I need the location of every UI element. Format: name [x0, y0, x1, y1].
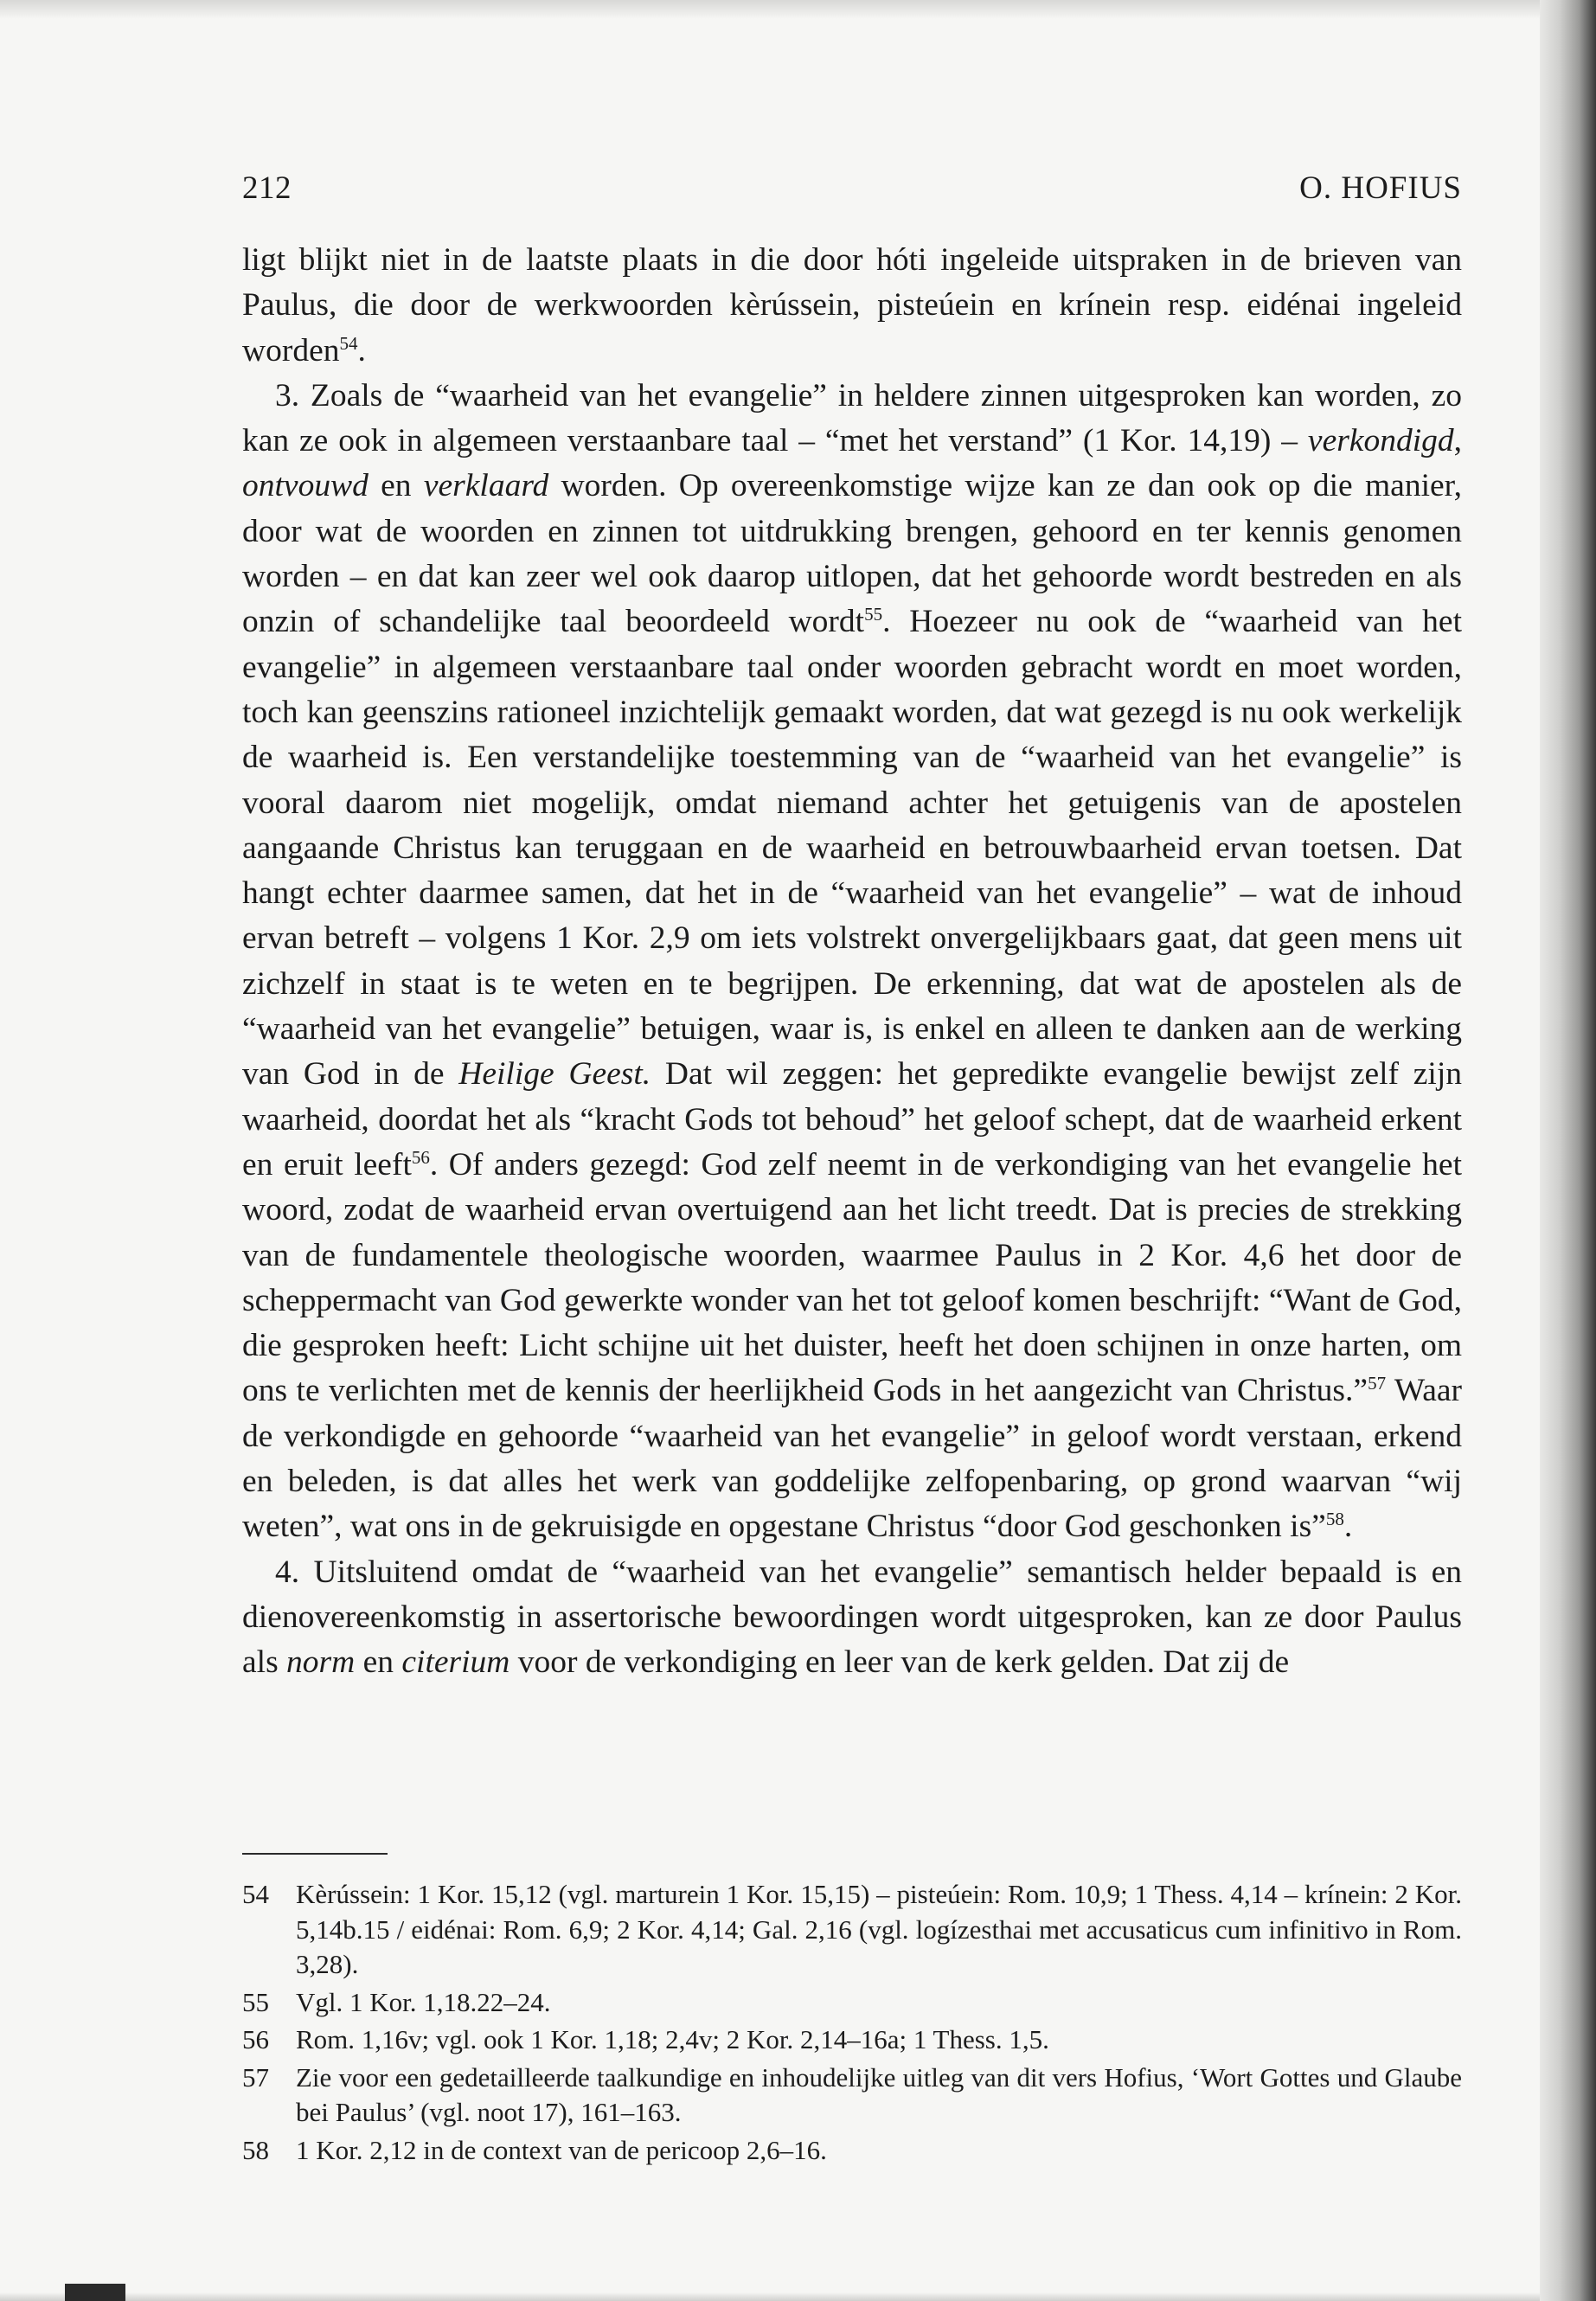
paragraph-2-text-7: . Of anders gezegd: God zelf neemt in de verkondiging van het evangelie het woord, zodat de waarheid ervan overtuigend aan het licht treedt. Dat is precies de strekking van de fundamentele theologische woorden, waarmee Paulus in 2 Kor. 4,6 het door de scheppermacht van God gewerkte wonder van het tot geloof komen beschrijft: “Want de God, die gesproken heeft: Licht schijne uit het duister, heeft het doen schijnen in onze harten, om ons te verlichten met de kennis der heerlijkheid Gods in het aangezicht van Christus.” — [242, 1146, 1462, 1409]
paragraph-3-text-3: voor de verkondiging en leer van de kerk gelden. Dat zij de — [510, 1644, 1290, 1681]
footnote-ref-58: 58 — [1325, 1509, 1344, 1530]
footnote-text: 1 Kor. 2,12 in de context van de pericoop 2,6–16. — [296, 2134, 827, 2165]
footnote-54 — [242, 1877, 1462, 1983]
page-number: 212 — [242, 170, 292, 206]
paragraph-2-text-8: Waar de verkondigde en gehoorde “waarheid van het evangelie” in geloof wordt verstaan, erkend en beleden, is dat alles het werk van goddelijke zelfopenbaring, op grond waarvan “wij weten”, wat ons in de gekruisigde en opgestane Christus “door God geschonken is” — [242, 1373, 1462, 1545]
paragraph-2-text-3: en — [368, 468, 424, 504]
paragraph-2-text-4: worden. Op overeenkomstige wijze kan ze dan ook op die manier, door wat de woorden en zinnen tot uitdrukking brengen, gehoord en ter kennis genomen worden – en dat kan zeer wel ook daarop uitlopen, dat het gehoorde wordt bestreden en als onzin of schandelijke taal beoordeeld wordt — [242, 468, 1462, 640]
footnote-ref-57: 57 — [1368, 1373, 1387, 1394]
footnote-number: 56 — [242, 2024, 269, 2054]
paragraph-1-text: ligt blijkt niet in de laatste plaats in die door hóti ingeleide uitspraken in de brieven van Paulus, die door de werkwoorden kèrússein, pisteúein en krínein resp. eidénai ingeleid worden — [242, 242, 1462, 369]
paragraph-2-text-5: . Hoezeer nu ook de “waarheid van het evangelie” in algemeen verstaanbare taal onder woorden gebracht wordt en moet worden, toch kan geenszins rationeel inzichtelijk gemaakt worden, dat wat gezegd is nu ook werkelijk de waarheid is. Een verstandelijke toestemming van de “waarheid van het evangelie” is vooral daarom niet mogelijk, omdat niemand achter het getuigenis van de apostelen aangaande Christus kan teruggaan en de waarheid en betrouwbaarheid ervan toetsen. Dat hangt echter daarmee samen, dat het in de “waarheid van het evangelie” – wat de inhoud ervan betreft – volgens 1 Kor. 2,9 om iets volstrekt onvergelijkbaars gaat, dat geen mens uit zichzelf in staat is te weten en te begrijpen. De erkenning, dat wat de apostelen als de “waarheid van het evangelie” betuigen, waar is, is enkel en alleen te danken aan de werking van God in de — [242, 604, 1462, 1093]
paragraph-2-text-9: . — [1343, 1509, 1353, 1545]
paragraph-1 — [242, 238, 1462, 374]
page-top-shadow — [0, 0, 1540, 19]
footnote-text: Kèrússein: 1 Kor. 15,12 (vgl. marturein 1 Kor. 15,15) – pisteúein: Rom. 10,9; 1 Thess. 4,14 – krínein: 2 Kor. 5,14b.15 / eidénai: Rom. 6,9; 2 Kor. 4,14; Gal. 2,16 (vgl. logízesthai met accusaticus cum infinitivo in Rom. 3,28). — [296, 1879, 1462, 1979]
emphasis-ontvouwd: ontvouwd — [242, 468, 369, 504]
paragraph-2-text-1: 3. Zoals de “waarheid van het evangelie” in heldere zinnen uitgesproken kan worden, zo kan ze ook in algemeen verstaanbare taal – “met het verstand” (1 Kor. 14,19) – — [242, 377, 1462, 459]
paragraph-2-text-6: Dat wil zeggen: het gepredikte evangelie bewijst zelf zijn waarheid, doordat het als “kracht Gods tot behoud” het geloof schept, dat de waarheid erkent en eruit leeft — [242, 1056, 1462, 1183]
footnote-text: Rom. 1,16v; vgl. ook 1 Kor. 1,18; 2,4v; 2 Kor. 2,14–16a; 1 Thess. 1,5. — [296, 2024, 1049, 2054]
footnote-55 — [242, 1985, 1462, 2021]
paragraph-2-text-2: , — [1453, 423, 1462, 459]
footnote-number: 57 — [242, 2061, 269, 2093]
emphasis-norm: norm — [286, 1644, 356, 1681]
emphasis-heilige-geest: Heilige Geest. — [458, 1056, 651, 1093]
footnote-58 — [242, 2133, 1462, 2169]
scan-edge-mark — [65, 2284, 125, 2301]
footnote-separator — [242, 1853, 388, 1855]
footnote-number: 58 — [242, 2134, 269, 2165]
main-text — [242, 238, 1462, 1686]
footnote-text: Zie voor een gedetailleerde taalkundige en inhoudelijke uitleg van dit vers Hofius, ‘Wort Gottes und Glaube bei Paulus’ (vgl. noot 17), 161–163. — [296, 2061, 1462, 2127]
footnote-56 — [242, 2022, 1462, 2058]
footnote-text: Vgl. 1 Kor. 1,18.22–24. — [296, 1986, 551, 2017]
running-header — [242, 170, 1462, 207]
paragraph-1-end: . — [357, 332, 366, 369]
footnote-number: 55 — [242, 1986, 269, 2017]
paragraph-3-text-2: en — [355, 1644, 402, 1681]
footnote-57 — [242, 2061, 1462, 2131]
paragraph-3 — [242, 1550, 1462, 1686]
book-spine-shadow — [1540, 0, 1596, 2301]
footnotes — [242, 1877, 1462, 2170]
paragraph-3-text-1: 4. Uitsluitend omdat de “waarheid van het evangelie” semantisch helder bepaald is en dienovereenkomstig in assertorische bewoordingen wordt uitgesproken, kan ze door Paulus als — [242, 1554, 1462, 1681]
page-bottom-edge — [0, 2292, 1540, 2301]
emphasis-verkondigd: verkondigd — [1307, 423, 1454, 459]
paragraph-2 — [242, 374, 1462, 1550]
footnote-number: 54 — [242, 1879, 269, 1909]
footnote-ref-55: 55 — [864, 604, 883, 625]
running-head-author: O. HOFIUS — [1299, 170, 1462, 206]
footnote-ref-54: 54 — [339, 332, 358, 354]
emphasis-verklaard: verklaard — [423, 468, 549, 504]
emphasis-citerium: citerium — [401, 1644, 510, 1681]
footnote-ref-56: 56 — [411, 1146, 430, 1168]
